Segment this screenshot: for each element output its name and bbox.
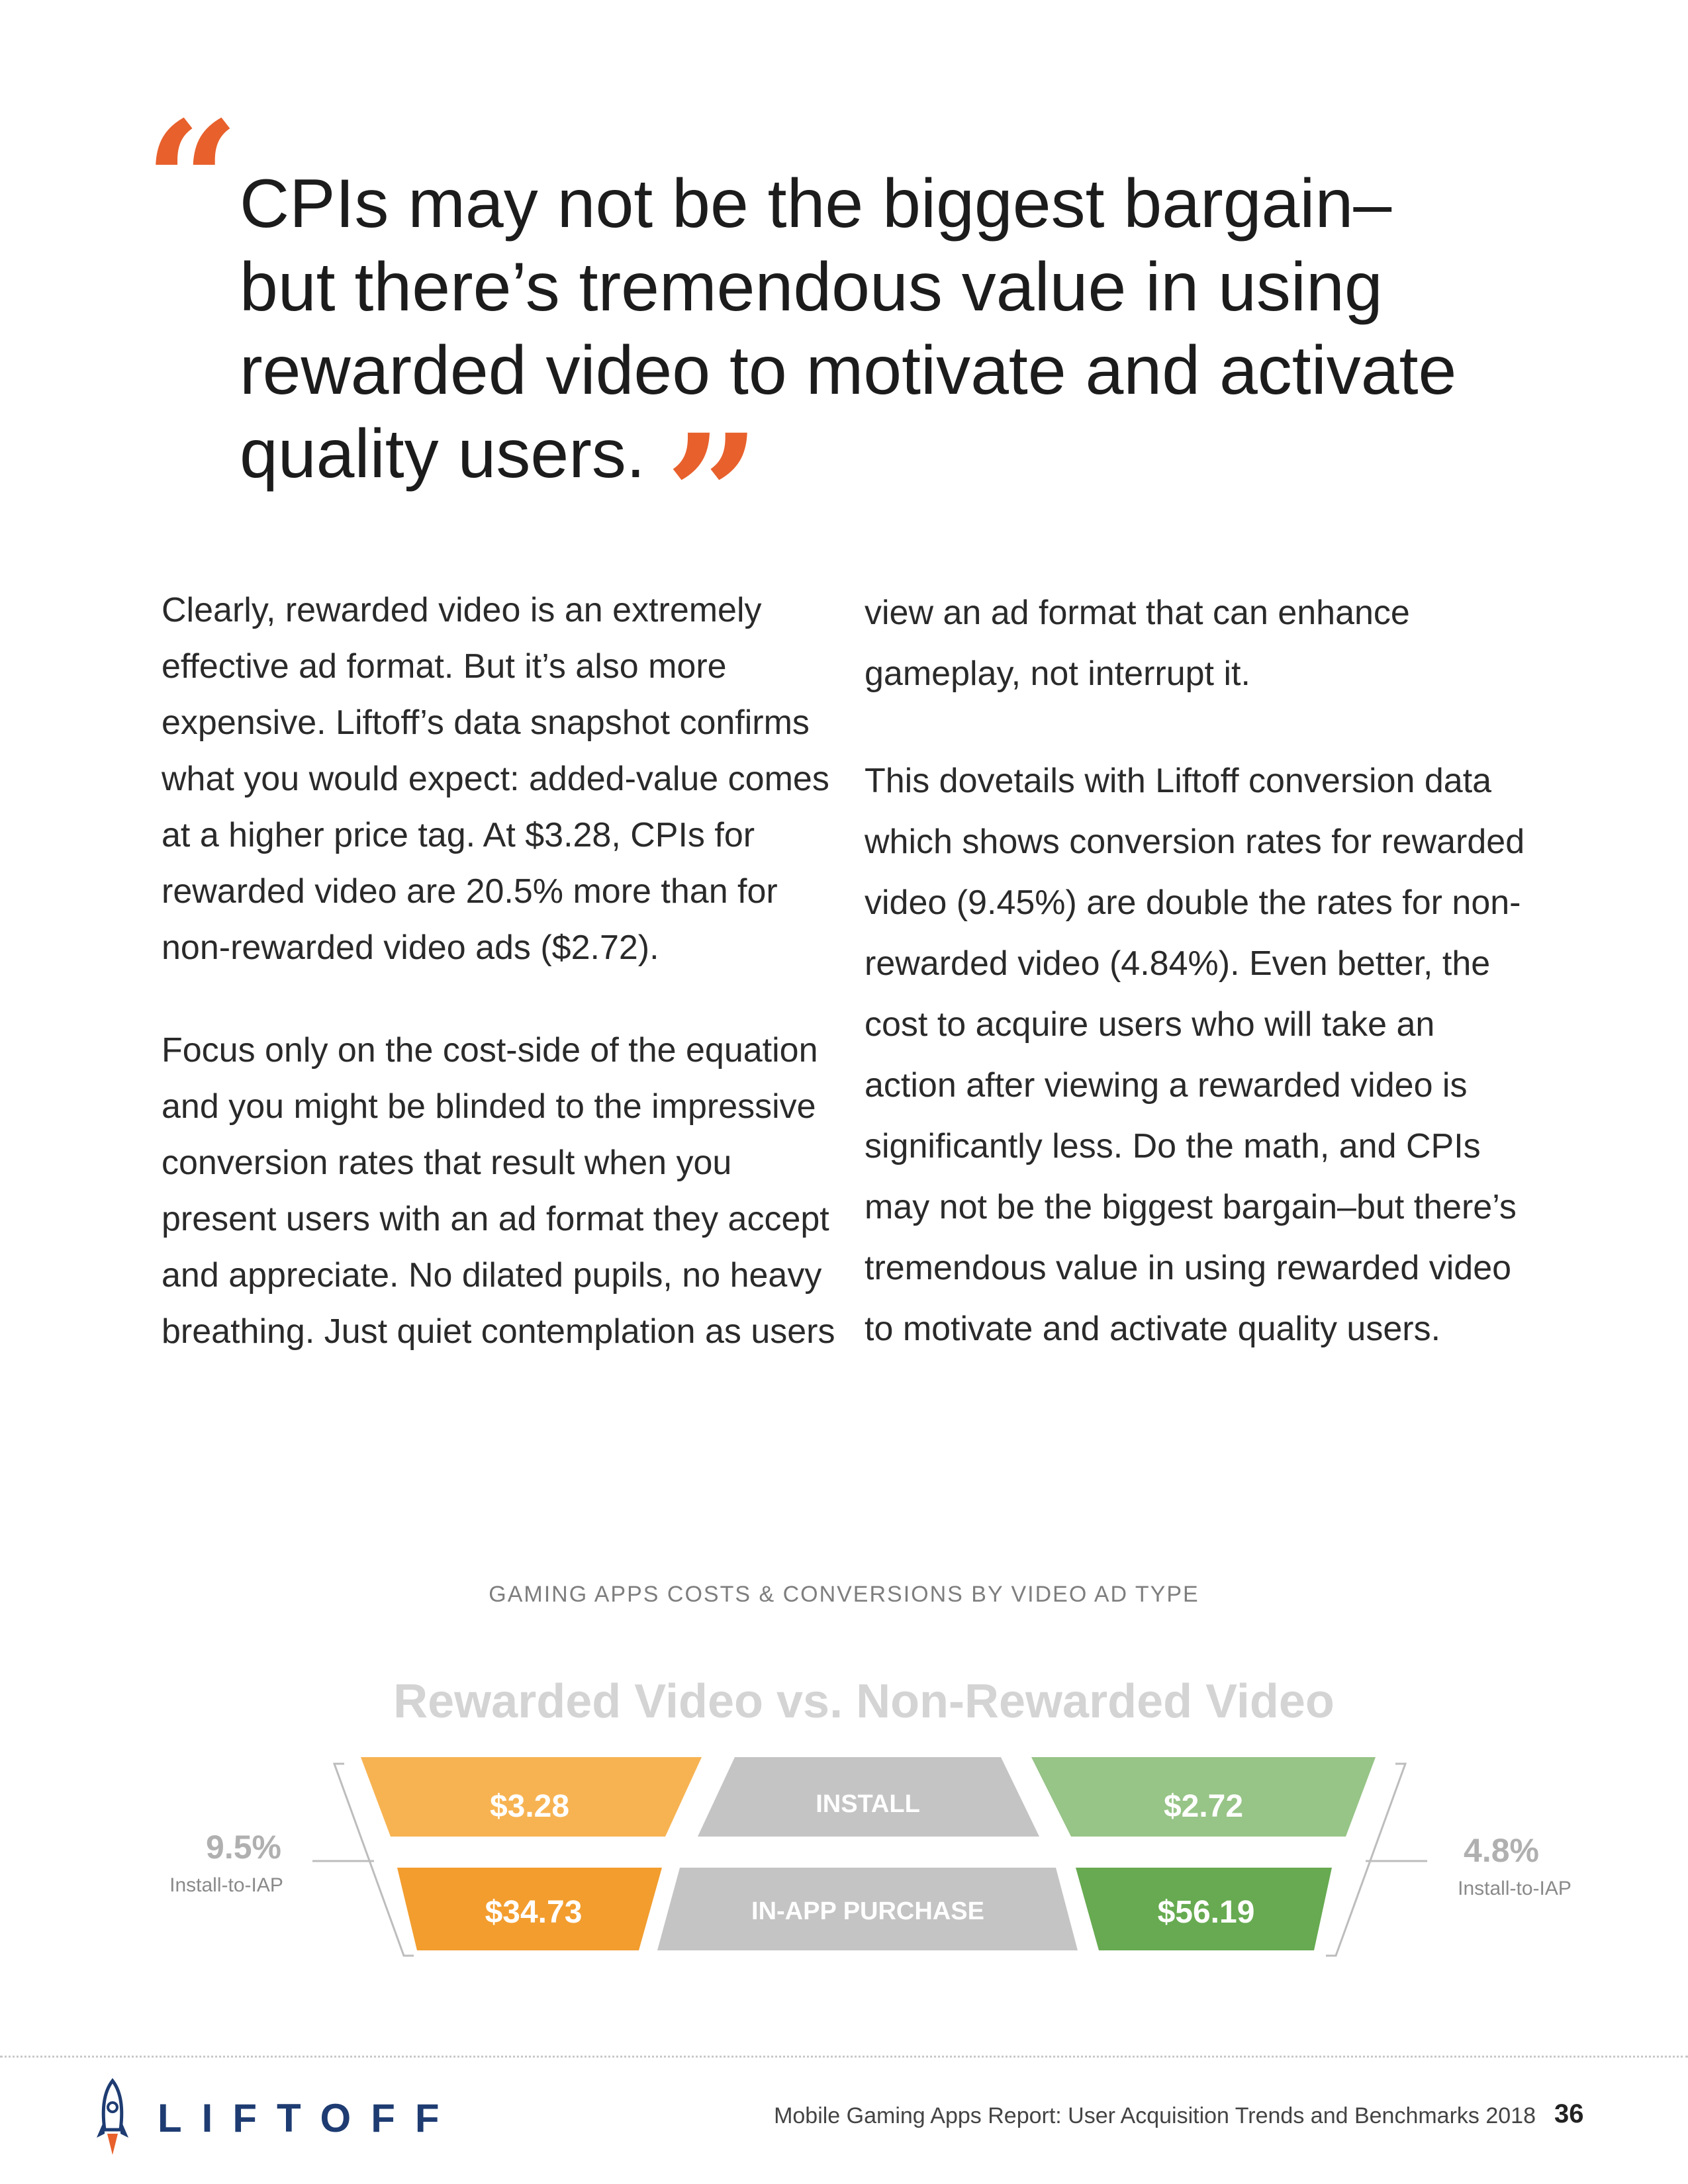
footer-divider [0,2056,1688,2058]
iap-stage-label: IN-APP PURCHASE [751,1897,984,1925]
nonrewarded-iap-value: $56.19 [1157,1895,1255,1930]
body-paragraph: Focus only on the cost-side of the equation and you might be blinded to the impressive conversion rates that result when you present users with an ad format they accept and appreciate. No dilated pupils, no heavy breathing. Just quiet contemplation as users [162,1031,835,1351]
page-number: 36 [1554,2099,1584,2128]
close-quote-icon: ” [665,398,761,592]
pull-quote-line: rewarded video to motivate and activate [240,332,1457,409]
liftoff-logo [93,2078,459,2158]
pull-quote-line: quality users. [240,416,645,492]
chart-title: Rewarded Video vs. Non-Rewarded Video [393,1675,1335,1728]
rewarded-conversion-rate: 9.5% [206,1829,281,1866]
body-paragraph: view an ad format that can enhance gameplay, not interrupt it. [865,594,1410,693]
brand-wordmark: LIFTOFF [158,2095,459,2140]
nonrewarded-conversion-rate: 4.8% [1464,1832,1539,1869]
report-title: Mobile Gaming Apps Report: User Acquisition Trends and Benchmarks 2018 [774,2103,1536,2128]
install-stage-label: INSTALL [816,1790,920,1818]
pull-quote-line: CPIs may not be the biggest bargain– [240,165,1392,242]
rewarded-conversion-label: Install-to-IAP [169,1874,283,1896]
rewarded-install-value: $3.28 [489,1789,570,1824]
rocket-icon [93,2078,132,2158]
nonrewarded-install-value: $2.72 [1163,1789,1244,1824]
pull-quote-line: but there’s tremendous value in using [240,249,1383,326]
rewarded-iap-value: $34.73 [485,1895,583,1930]
body-paragraph: This dovetails with Liftoff conversion data which shows conversion rates for rewarded video (9.45%) are double the rates for non-rewarded video (4.84%). Even better, the cost to acquire users who will take an action after viewing a rewarded video is significantly less. Do the math, and CPIs may not be the biggest bargain–but there’s tremendous value in using rewarded video to motivate and activate quality users. [865,762,1525,1348]
body-paragraph: Clearly, rewarded video is an extremely effective ad format. But it’s also more expensive. Liftoff’s data snapshot confirms what you would expect: added-value comes at a higher price tag. At $3.28, CPIs for rewarded video are 20.5% more than for non-rewarded video ads ($2.72). [162,591,829,967]
open-quote-icon: “ [144,85,240,279]
nonrewarded-conversion-label: Install-to-IAP [1458,1878,1571,1899]
chart-kicker: GAMING APPS COSTS & CONVERSIONS BY VIDEO AD TYPE [489,1582,1199,1607]
